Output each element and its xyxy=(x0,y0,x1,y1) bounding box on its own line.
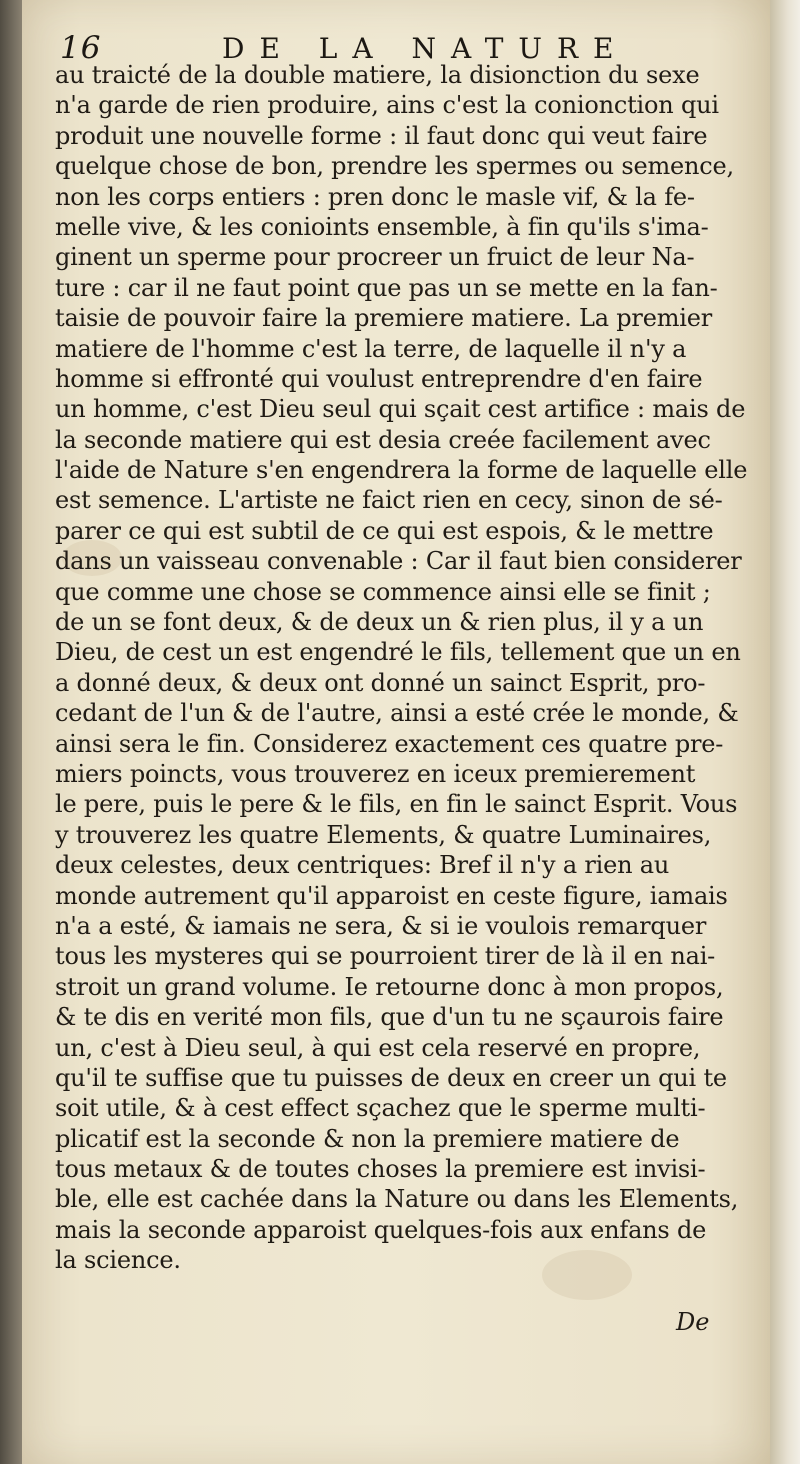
text-line: mais la seconde apparoist quelques-fois aux enfans de xyxy=(55,1215,707,1244)
text-line: ture : car il ne faut point que pas un se mette en la fan- xyxy=(55,273,718,302)
text-line: de un se font deux, & de deux un & rien plus, il y a un xyxy=(55,608,704,637)
text-line: qu'il te suffise que tu puisses de deux en creer un qui te xyxy=(55,1063,727,1092)
text-line: tous les mysteres qui se pourroient tirer de là il en nai- xyxy=(55,942,716,971)
text-line: ble, elle est cachée dans la Nature ou dans les Elements, xyxy=(55,1185,739,1214)
text-line: non les corps entiers : pren donc le masle vif, & la fe- xyxy=(55,182,695,211)
text-line: ginent un sperme pour procreer un fruict de leur Na- xyxy=(55,243,695,272)
text-line: est semence. L'artiste ne faict rien en cecy, sinon de sé- xyxy=(55,486,723,515)
text-line: deux celestes, deux centriques: Bref il n'y a rien au xyxy=(55,851,670,880)
text-line: quelque chose de bon, prendre les spermes ou semence, xyxy=(55,152,734,181)
text-line: homme si effronté qui voulust entreprendre d'en faire xyxy=(55,364,703,393)
text-line: la seconde matiere qui est desia creée facilement avec xyxy=(55,425,711,454)
book-gutter-shadow xyxy=(0,0,22,1464)
text-line: stroit un grand volume. Ie retourne donc à mon propos, xyxy=(55,972,724,1001)
text-line: taisie de pouvoir faire la premiere matiere. La premier xyxy=(55,304,713,333)
text-line: cedant de l'un & de l'autre, ainsi a esté crée le monde, & xyxy=(55,699,739,728)
text-line: soit utile, & à cest effect sçachez que le sperme multi- xyxy=(55,1094,706,1123)
text-line: matiere de l'homme c'est la terre, de laquelle il n'y a xyxy=(55,334,687,363)
text-line: parer ce qui est subtil de ce qui est espois, & le mettre xyxy=(55,516,714,545)
text-line: tous metaux & de toutes choses la premiere est invisi- xyxy=(55,1155,706,1184)
text-line: un homme, c'est Dieu seul qui sçait cest artifice : mais de xyxy=(55,395,746,424)
text-line: n'a a esté, & iamais ne sera, & si ie voulois remarquer xyxy=(55,911,707,940)
text-line: produit une nouvelle forme : il faut donc qui veut faire xyxy=(55,121,708,150)
text-line: le pere, puis le pere & le fils, en fin le sainct Esprit. Vous xyxy=(55,790,738,819)
body-text xyxy=(55,60,748,1276)
text-line: plicatif est la seconde & non la premiere matiere de xyxy=(55,1124,680,1153)
text-line: miers poincts, vous trouverez en iceux premierement xyxy=(55,759,696,788)
text-line: l'aide de Nature s'en engendrera la forme de laquelle elle xyxy=(55,456,748,485)
text-line: n'a garde de rien produire, ains c'est la conionction qui xyxy=(55,91,719,120)
page-edge xyxy=(770,0,800,1464)
text-line: ainsi sera le fin. Considerez exactement ces quatre pre- xyxy=(55,729,724,758)
text-line: Dieu, de cest un est engendré le fils, tellement que un en xyxy=(55,638,741,667)
catchword: De xyxy=(676,1308,710,1336)
text-line: la science. xyxy=(55,1246,181,1275)
text-line: au traicté de la double matiere, la disionction du sexe xyxy=(55,61,700,89)
running-title: DE LA NATURE xyxy=(222,32,629,65)
text-line: un, c'est à Dieu seul, à qui est cela reservé en propre, xyxy=(55,1033,701,1062)
text-line: monde autrement qu'il apparoist en ceste figure, iamais xyxy=(55,881,728,910)
text-line: dans un vaisseau convenable : Car il faut bien considerer xyxy=(55,547,742,576)
page-number: 16 xyxy=(60,30,102,66)
text-line: que comme une chose se commence ainsi elle se finit ; xyxy=(55,577,711,606)
text-line: a donné deux, & deux ont donné un sainct Esprit, pro- xyxy=(55,668,706,697)
text-line: & te dis en verité mon fils, que d'un tu ne sçaurois faire xyxy=(55,1003,724,1032)
text-line: y trouverez les quatre Elements, & quatre Luminaires, xyxy=(55,820,712,849)
text-line: melle vive, & les conioints ensemble, à fin qu'ils s'ima- xyxy=(55,212,709,241)
